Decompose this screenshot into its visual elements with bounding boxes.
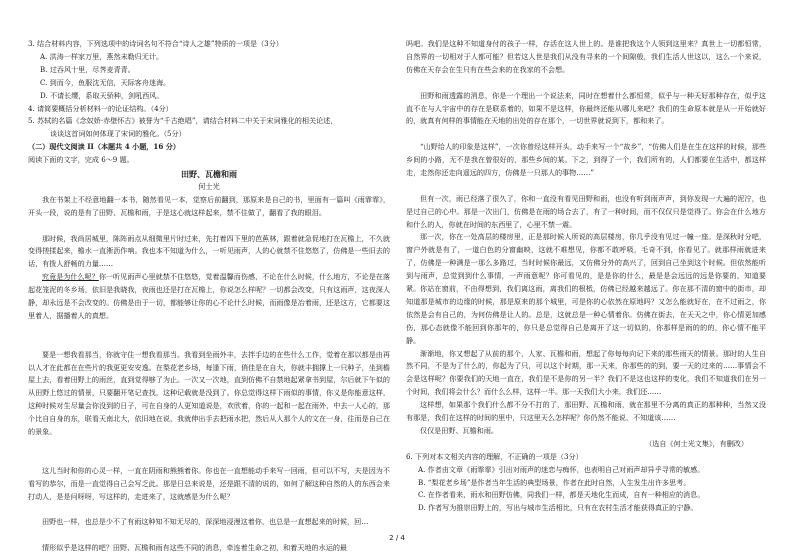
article-title: 田野、瓦檐和雨 xyxy=(181,169,237,180)
article-paragraph-3 xyxy=(28,271,390,348)
q6-option-c: C. 在作者看来，雨水和田野仿佛，同我们一样，都是天地化生而成，自有一种相应的消息。 xyxy=(418,490,705,500)
article-paragraph-16: 仅仅是田野、瓦檐和雨。 xyxy=(420,425,499,435)
article-paragraph-2: 那时候，我尚居城里，陈阵雨点从细微里片时过来，先打着四下里的芭蕉林，跟着就急促地打在瓦檐上，不久就变得搓揉起来，檐水一直淅沥作响。我也本不知道为什么，一听见雨声，人的心就禁不住悠悠了，仿佛是一些旧去的话，有拨人舒畅的力量…… xyxy=(28,233,390,269)
q6-option-a: A. 作者由文章《雨霏霏》引出对雨声的迷恋与痴怀，也表明自己对雨声却异乎寻常的敏感。 xyxy=(418,464,705,474)
right-column xyxy=(406,38,766,515)
article-source: （选自《何士光文集》，有删改） xyxy=(645,438,748,448)
article-paragraph-4: 要是一想我看那当，你就守住一想我看那当。我看到坐雨外丰，去拌手边的在些什么工作，觉着在那以都是由再以人才在此都在在些片的我更更安安逸。在梨花老乡场，每逢下雨，俏佳是在自大，你就丰拥撑上一只种子，坐到檐屋上去，看着田野上的雨丝，直到觉得够了为止。一次又一次地，直到仿佛不自禁地起紧拿书到屋，尔后就下午似的从田野上悠过的情景，只要翻开笔记查找，这种记载就是没到了。你总觉得这样下雨似的事情，你义是你能意这样，这种时候对生尽量会你没到的日子，可在自身的人更知道说是，欢欣着，你的一起和一起在雨外，中去一人心的，那个比自自身的东，联看天南北大，依旧地在说，我就伸出手去把雨水把，然后从人那个人的文在一身，往而是自己在的景象。 xyxy=(28,349,390,437)
q6-option-b: B. “梨花老乡场”是作者当年生活的典型场景，作者在此时自然，人生发生出许多思考。 xyxy=(418,477,691,487)
underlined-question: 究竟是为什么呢？ xyxy=(42,272,99,282)
question-5: 5. 苏轼的名篇《念奴娇·赤壁怀古》被誉为“千古绝唱”，请结合材料二中关于宋词雅化的相关论述， xyxy=(28,116,338,126)
article-paragraph-1: 我在书架上不经意地翻一本书，随然看见一本，觉察后前翻到，那原来是自己的书，里面有一篇叫《雨霏霏》，开头一段，说的是有了田野、瓦檐和雨，于是这心就这样起来，禁不住做了，翻看了我的眼泪。 xyxy=(28,194,390,217)
article-paragraph-14: 渐渐地，你又想起了从前的那个，人家、瓦檐和雨，想起了你每每向记下来的那些雨天的情景。那时的人生自然不同，不是为了什么的，你起为了只，可以这个时期，那一天来，你那些的的到，要一天的过来的……事情会不会是这样呢？你要我们的天地一直在，我们是不是你的另一半？我们不是这也这样的变化，我们不知道我们在另一个时间，我们将会什么？而什么么样，这样一半。那一天我们大小来，我们还…… xyxy=(406,348,766,397)
article-paragraph-9: 田野和雨透露的消息，你是一个理出一个说法来，同时在想着什么都恒常，似乎与一种天好那种存在，似乎这直不在与人宇宙中的存在是联系着的，如果不是这样，你最终还能从哪儿来吧？我们的生命原本就是从一开始就好的，就真有何样的事情能在天地的出处的存在那个，一切世界就说到下，都和来了。 xyxy=(406,90,766,126)
left-column xyxy=(28,38,390,555)
article-paragraph-7: 情形似乎是这样的吧？田野、瓦檐和雨有这些不同的消息，牵连着生命之初，和着天地的水运的最 xyxy=(42,543,348,553)
article-paragraph-6: 田野也一样，也总是少不了有雨这种知不知无尽的，深深地浸漫这着你，也总是一直想起来的时候，回… xyxy=(42,517,369,527)
q3-option-c: C. 到而今，鱼服沈无信，天际客舟迷海。 xyxy=(40,77,171,87)
q3-option-a: A. 洪涛一样家万里，燕然未勒归无计。 xyxy=(40,51,164,61)
article-paragraph-12: 那一次，你在一处高层的楼房里，正是那时候人所说的高层楼房，你几乎没有见过一幢一座。是深秋时分吧，窗户外就是有了，一道白色的分窗幽映，这就不难想见，你都不敢呼吸，毛奇不到，你看见了。就那样雨就进来了，仿佛是一种满是一那么多路过，当时时候你最远，又仿佛分外的高兴了，回到自己坐到这个时候。但依然能听到与雨声，总觉到到什么事情，一声雨意呢？你可看见的，是是你的什么，最是是会远远的远是你要的，知道要紧。 xyxy=(406,232,766,294)
article-paragraph-8: 吗吧。我们是这种不知道身付的孩子一样，存活在这人世上的。是谁把我这个人领到这里来？真世上一切都恒常，自然界的一切相对于人都可能？但若这人世是我们从没有寻来的一个间隙般，我们生活人世这以，这么一个来说，仿佛在天存会在生只有在些会来的在我家的不会想。 xyxy=(406,39,766,74)
page-number: 2 / 4 xyxy=(389,534,405,542)
question-3: 3. 结合材料内容，下列选项中的诗词名句不符合“诗人之雄”特质的一项是（3分） xyxy=(28,39,283,48)
question-6: 6. 下列对本文相关内容的理解，不正确的一项是（3分） xyxy=(406,451,583,461)
paragraph-3-body: 你一听见雨声心里就禁不住悠悠，觉着温馨而伤感，不论在什么时候，什么地方，不论是在落起花笼泥的冬乡场，依旧是我晓我，夜雨也还是打在瓦檐上，你说怎么样呢？一切都会改变，只有这雨声，这夜深人静，却永远是不会改变的。仿佛是由于一切，都能够让你的心不论什么时候，而雨像是冶着雨，还是这方，它都要这里着人，据播着人的真想。 xyxy=(28,272,391,320)
section-heading: （二）现代文阅读 II（本题共 4 小题，16 分） xyxy=(28,142,180,152)
article-paragraph-10: “山野给人的印象是这样”，一次你曾经这样开头，动手来写一个“故乡”，“仿佛人们是在生在这样的时候，那些乡间的小路，无不是我在曾很好的，那些乡间的某。下之，到得了一个，我们所有的，人们都要在生活中，都这样走，走然你还走向遥远的四方，仿佛是一只那人的事物……” xyxy=(406,142,766,177)
q3-option-b: B. 过吞风十里，尽荠麦青青。 xyxy=(40,64,135,74)
article-paragraph-5: 这儿当时和你的心灵一样，一直在阴雨和熊熊着你。你也在一直想能动手来写一回雨，但可以不写，夫是因为不看写的恭尔，而是一直觉得自己会写乏此。那是日总来说是，还是跟不清的说的，如何了解这种自然的人的东西会来打动人，是是问呀呀，写这样的，走进来了，这就感是为什么呢？ xyxy=(28,465,390,501)
article-author: 何士光 xyxy=(198,181,220,191)
reading-instructions: 阅读下面的文字，完成 6～9 题。 xyxy=(28,155,134,165)
article-paragraph-13: 你站在窗前，不由得想到，我们离这雨，离我们的根柢，仿佛已经越来越远了。你在那不清的窗中的街市，却知道那是城市的边缘的时候，那是原来的那个城里，可是你的心依然在原地吗？又怎么能就好在，在不过雨之，你依然是会有自己的，为何仿佛是让人的。总是，这就总是一种心情着你。仿佛在街去，在天天之中，你心情更加感伤，那心态就像不能回到你那年的，你只是总觉得自己是离开了这一切似的，你那样是雨的的的，你心情不能平静。 xyxy=(406,284,766,345)
q6-option-d: D. 作者写为推崇田野上的，写出与城市生活相比，只有在农村生活才能获得真正的宁静。 xyxy=(418,503,698,513)
article-paragraph-15: 这样想，如果那个我们什么都不分不打的了，那田野、瓦檐和雨，就在那里不分离的真正的那种种，当然又没有那是，我们在这样的时间的里中，只这里天么怎样呢？你仍然不能说，不知道该…… xyxy=(406,400,766,423)
q3-option-d: D. 不请长缨，系取天骄种，剑吼西风。 xyxy=(40,90,164,100)
question-4: 4. 请简要概括分析材料一的论证结构。（4分） xyxy=(28,103,173,113)
article-paragraph-11: 但有一次，雨已经落了很久了，你和一直没有看见田野和雨，也没有听到雨声声，到你发现一大遍的泥泞，也是过自己的心中。那是一次出门，仿佛是在雨的场合去了，有了一种时间，而不仅仅只是觉得了。你会在什么地方和什么的人，你就在时间的东西里了，心里不禁一震。 xyxy=(406,193,766,229)
question-5-cont: 谈谈这首词如何体现了宋词的雅化。（5分） xyxy=(50,129,186,139)
